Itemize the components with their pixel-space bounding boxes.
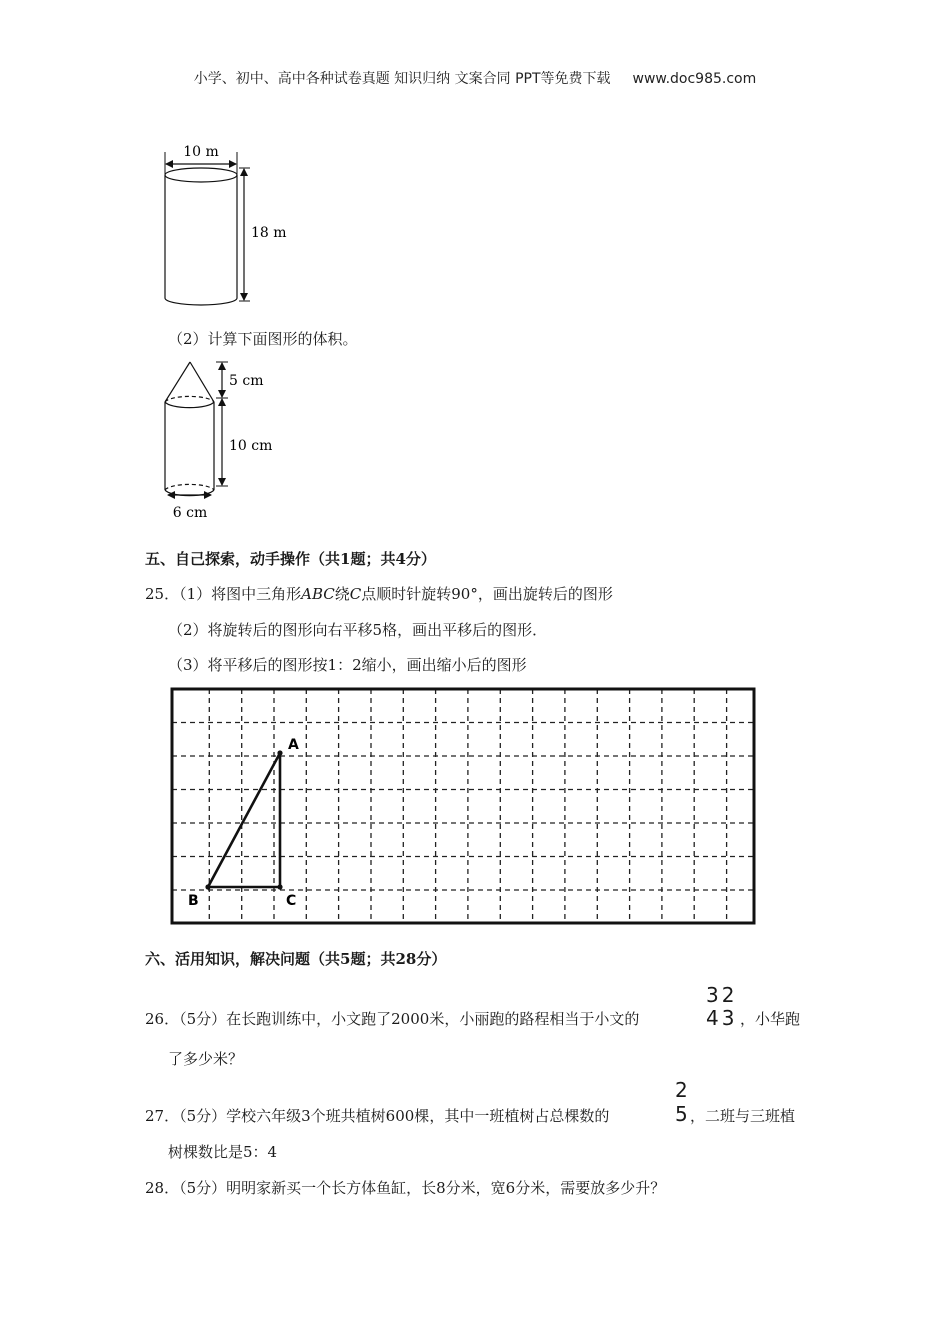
q27-frac-bottom: 5 xyxy=(675,1102,691,1126)
cylinder-bottom-arc xyxy=(165,298,237,305)
q26-text1: （5分）在长跑训练中，小文跑了2000米，小丽跑的路程相当于小文的 xyxy=(179,1010,640,1028)
section6-title: 六、活用知识，解决问题（共5题；共28分） xyxy=(145,950,447,968)
q25-line1-pre: （1）将图中三角形 xyxy=(179,585,302,603)
diameter-label: 6 cm xyxy=(172,505,208,521)
header-site: www.doc985.com xyxy=(632,71,757,87)
cone-base-back xyxy=(165,396,214,402)
q25-line3: （3）将平移后的图形按1：2缩小，画出缩小后的图形 xyxy=(168,656,527,674)
q28-text: （5分）明明家新买一个长方体鱼缸，长8分米，宽6分米，需要放多少升？ xyxy=(179,1179,666,1197)
q26-line1 xyxy=(145,1009,639,1029)
cyl2-bottom-back xyxy=(165,484,214,490)
q27-frac-top: 2 xyxy=(675,1078,691,1102)
point-b xyxy=(205,884,210,889)
cyl2-height-label: 10 cm xyxy=(229,438,273,454)
page-header xyxy=(0,68,950,88)
q25-line1-mid: 绕 xyxy=(334,585,350,603)
q27-number: 27． xyxy=(145,1107,180,1125)
point-a xyxy=(277,750,282,755)
q28-line1 xyxy=(145,1178,665,1198)
q25-c: C xyxy=(349,585,362,603)
label-a: A xyxy=(288,737,299,753)
cone-base-front xyxy=(165,402,214,408)
triangle-abc xyxy=(208,753,280,887)
label-b: B xyxy=(188,893,199,909)
q27-text1: （5分）学校六年级3个班共植树600棵，其中一班植树占总棵数的 xyxy=(179,1107,610,1125)
q25-line2: （2）将旋转后的图形向右平移5格，画出平移后的图形． xyxy=(168,621,548,639)
q26-frac-top: 32 xyxy=(706,983,738,1007)
cylinder-top-ellipse xyxy=(165,168,237,182)
cone-cylinder-figure xyxy=(150,358,310,523)
q26-line2: 了多少米？ xyxy=(168,1050,244,1068)
label-c: C xyxy=(286,893,297,909)
q25-number: 25． xyxy=(145,585,180,603)
q27-line2: 树棵数比是5：4 xyxy=(168,1143,278,1161)
point-c xyxy=(277,884,282,889)
width-label: 10 m xyxy=(183,144,219,160)
header-text: 小学、初中、高中各种试卷真题 知识归纳 文案合同 PPT等免费下载 xyxy=(193,71,611,87)
q25-abc: ABC xyxy=(301,585,335,603)
q26-text1-end: ，小华跑 xyxy=(740,1010,801,1028)
q26-number: 26． xyxy=(145,1010,180,1028)
cone-height-label: 5 cm xyxy=(229,373,264,389)
q25-line1-post: 点顺时针旋转90°，画出旋转后的图形 xyxy=(361,585,613,603)
q24-part2: （2）计算下面图形的体积。 xyxy=(168,330,358,348)
section5-title: 五、自己探索，动手操作（共1题；共4分） xyxy=(145,550,436,568)
grid-figure xyxy=(170,687,756,925)
height-label: 18 m xyxy=(251,225,287,241)
q28-number: 28． xyxy=(145,1179,180,1197)
cylinder-figure xyxy=(150,135,310,310)
q25-line1 xyxy=(145,584,613,604)
q27-text1-end: ，二班与三班植 xyxy=(690,1107,796,1125)
q27-line1 xyxy=(145,1106,609,1126)
q26-frac-bottom: 43 xyxy=(706,1006,738,1030)
